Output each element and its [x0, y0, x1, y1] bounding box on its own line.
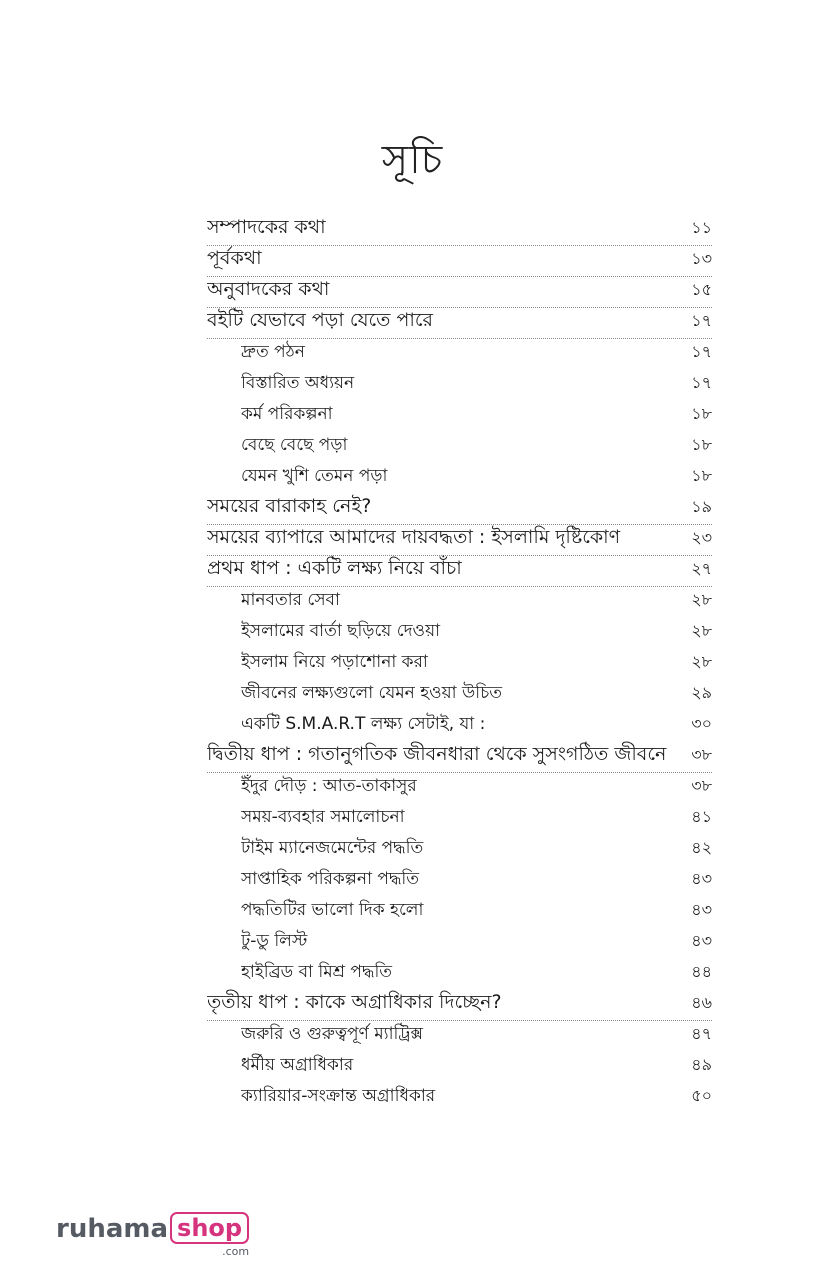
toc-entry-page-number: ১৭ — [691, 373, 712, 392]
toc-chapter-entry — [207, 554, 712, 585]
toc-entry-title: সময়ের বারাকাহ নেই? — [207, 494, 372, 517]
toc-entry-title: বইটি যেভাবে পড়া যেতে পারে — [207, 308, 433, 331]
logo-text-domain: .com — [222, 1245, 250, 1258]
toc-section-entry — [207, 678, 712, 709]
toc-entry-title: অনুবাদকের কথা — [207, 277, 330, 300]
toc-entry-page-number: ১৩ — [691, 249, 712, 268]
toc-entry-page-number: ৪৩ — [691, 900, 712, 919]
toc-entry-page-number: ১৫ — [691, 280, 712, 299]
toc-entry-page-number: ১৮ — [691, 466, 712, 485]
toc-entry-title: সম্পাদকের কথা — [207, 215, 326, 238]
toc-entry-title: একটি S.M.A.R.T লক্ষ্য সেটাই, যা : — [241, 713, 486, 734]
toc-chapter-entry — [207, 988, 712, 1019]
toc-chapter-entry — [207, 244, 712, 275]
toc-entry-page-number: ৪১ — [691, 807, 712, 826]
toc-entry-page-number: ২৮ — [691, 621, 712, 640]
toc-section-entry — [207, 771, 712, 802]
page-title: সূচি — [381, 137, 444, 183]
toc-section-entry — [207, 709, 712, 740]
publisher-logo — [56, 1212, 249, 1258]
toc-entry-title: প্রথম ধাপ : একটি লক্ষ্য নিয়ে বাঁচা — [207, 556, 462, 579]
toc-section-entry — [207, 647, 712, 678]
toc-entry-title: ইঁদুর দৌড় : আত-তাকাসুর — [241, 775, 417, 796]
toc-entry-title: টু-ডু লিস্ট — [241, 930, 308, 951]
toc-chapter-entry — [207, 492, 712, 523]
toc-entry-title: পূর্বকথা — [207, 246, 262, 269]
toc-entry-page-number: ১৯ — [691, 497, 712, 516]
toc-entry-title: বেছে বেছে পড়া — [241, 434, 348, 455]
toc-entry-title: ইসলামের বার্তা ছড়িয়ে দেওয়া — [241, 620, 441, 641]
toc-entry-title: সাপ্তাহিক পরিকল্পনা পদ্ধতি — [241, 868, 420, 889]
toc-section-entry — [207, 461, 712, 492]
toc-entry-title: মানবতার সেবা — [241, 589, 340, 610]
toc-entry-title: জরুরি ও গুরুত্বপূর্ণ ম্যাট্রিক্স — [241, 1023, 423, 1044]
toc-entry-page-number: ১৮ — [691, 404, 712, 423]
toc-entry-page-number: ৪২ — [691, 838, 712, 857]
toc-entry-title: টাইম ম্যানেজমেন্টের পদ্ধতি — [241, 837, 424, 858]
toc-entry-page-number: ১৮ — [691, 435, 712, 454]
toc-section-entry — [207, 368, 712, 399]
toc-chapter-entry — [207, 306, 712, 337]
toc-entry-page-number: ১৭ — [691, 342, 712, 361]
toc-section-entry — [207, 1019, 712, 1050]
toc-entry-page-number: ২৭ — [691, 559, 712, 578]
toc-entry-title: যেমন খুশি তেমন পড়া — [241, 465, 388, 486]
toc-section-entry — [207, 895, 712, 926]
toc-entry-title: দ্রুত পঠন — [241, 341, 305, 362]
toc-section-entry — [207, 833, 712, 864]
toc-entry-page-number: ৪৬ — [691, 993, 712, 1012]
toc-section-entry — [207, 864, 712, 895]
toc-entry-page-number: ৪৪ — [691, 962, 712, 981]
toc-chapter-entry — [207, 740, 712, 771]
toc-entry-title: সময়-ব্যবহার সমালোচনা — [241, 806, 405, 827]
toc-section-entry — [207, 1050, 712, 1081]
toc-entry-page-number: ৩৮ — [691, 776, 712, 795]
toc-chapter-entry — [207, 523, 712, 554]
toc-entry-title: ইসলাম নিয়ে পড়াশোনা করা — [241, 651, 428, 672]
toc-section-entry — [207, 430, 712, 461]
toc-entry-page-number: ৩৮ — [691, 745, 712, 764]
toc-entry-page-number: ৪৭ — [691, 1024, 712, 1043]
logo-text-shop: shop — [170, 1212, 249, 1244]
toc-section-entry — [207, 399, 712, 430]
toc-chapter-entry — [207, 275, 712, 306]
toc-section-entry — [207, 802, 712, 833]
toc-section-entry — [207, 337, 712, 368]
toc-entry-page-number: ৪৩ — [691, 931, 712, 950]
toc-entry-page-number: ২৮ — [691, 652, 712, 671]
toc-entry-title: জীবনের লক্ষ্যগুলো যেমন হওয়া উচিত — [241, 682, 503, 703]
toc-section-entry — [207, 585, 712, 616]
toc-entry-page-number: ৫০ — [691, 1086, 712, 1105]
toc-entry-title: ক্যারিয়ার-সংক্রান্ত অগ্রাধিকার — [241, 1085, 436, 1106]
logo-text-ruhama: ruhama — [56, 1214, 169, 1244]
toc-section-entry — [207, 926, 712, 957]
toc-section-entry — [207, 1081, 712, 1112]
toc-entry-page-number: ১১ — [691, 218, 712, 237]
toc-entry-title: সময়ের ব্যাপারে আমাদের দায়বদ্ধতা : ইসলামি দৃষ্টিকোণ — [207, 525, 621, 548]
toc-entry-page-number: ৪৩ — [691, 869, 712, 888]
toc-entry-title: বিস্তারিত অধ্যয়ন — [241, 372, 355, 393]
toc-entry-page-number: ১৭ — [691, 311, 712, 330]
toc-entry-title: দ্বিতীয় ধাপ : গতানুগতিক জীবনধারা থেকে সুসংগঠিত জীবনে — [207, 742, 667, 765]
toc-entry-title: হাইব্রিড বা মিশ্র পদ্ধতি — [241, 961, 393, 982]
table-of-contents — [207, 213, 712, 1112]
toc-entry-title: কর্ম পরিকল্পনা — [241, 403, 333, 424]
toc-section-entry — [207, 616, 712, 647]
toc-section-entry — [207, 957, 712, 988]
toc-entry-title: তৃতীয় ধাপ : কাকে অগ্রাধিকার দিচ্ছেন? — [207, 990, 502, 1013]
toc-entry-title: ধর্মীয় অগ্রাধিকার — [241, 1054, 354, 1075]
toc-entry-page-number: ৪৯ — [691, 1055, 712, 1074]
toc-entry-page-number: ২৯ — [691, 683, 712, 702]
toc-entry-page-number: ২৮ — [691, 590, 712, 609]
toc-entry-page-number: ২৩ — [691, 528, 712, 547]
toc-chapter-entry — [207, 213, 712, 244]
toc-entry-page-number: ৩০ — [691, 714, 712, 733]
toc-entry-title: পদ্ধতিটির ভালো দিক হলো — [241, 899, 424, 920]
